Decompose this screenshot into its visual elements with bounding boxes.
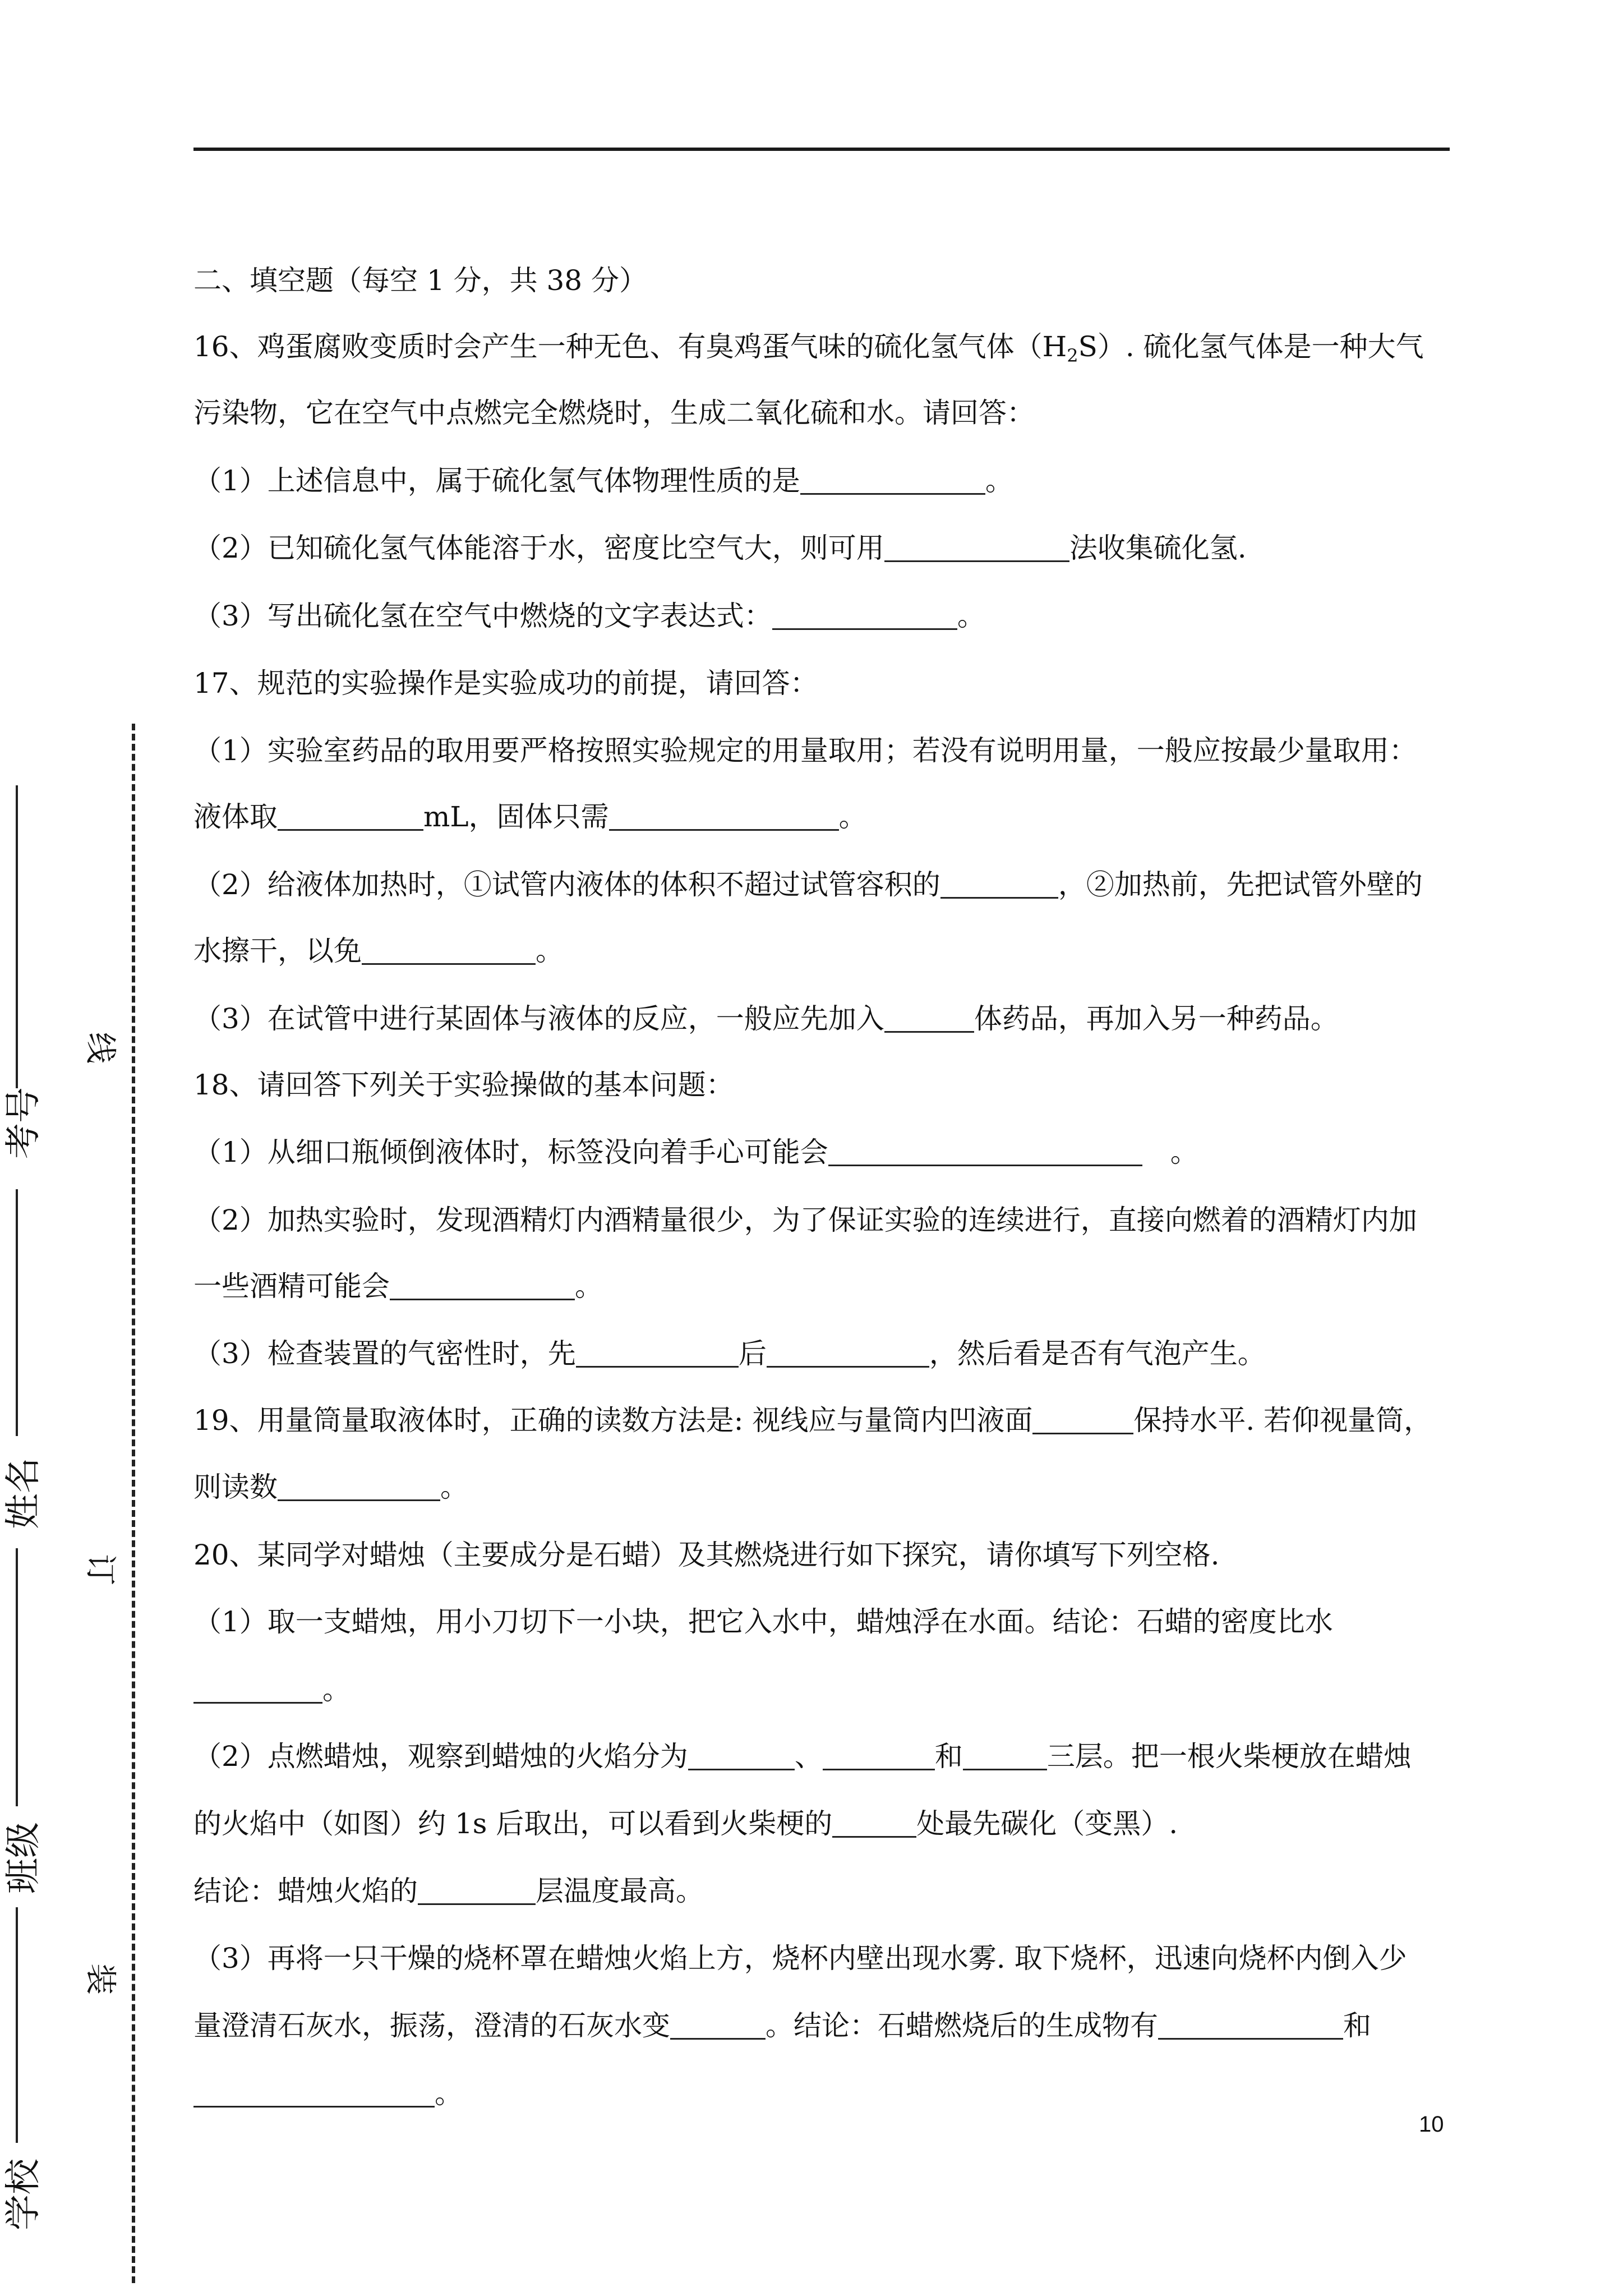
q18-part1 [193, 1135, 1198, 1169]
q17-part3-b: 体药品，再加入另一种药品。 [974, 1002, 1339, 1035]
q18-part1-a: （1）从细口瓶倾倒液体时，标签没向着手心可能会 [193, 1136, 828, 1168]
q16-part1-end: 。 [985, 464, 1013, 497]
answer-blank[interactable] [823, 1741, 935, 1770]
q20-part3-line1: （3）再将一只干燥的烧杯罩在蜡烛火焰上方，烧杯内壁出现水雾. 取下烧杯，迅速向烧杯内倒入少 [193, 1942, 1407, 1975]
q17-part2-b: ，②加热前，先把试管外壁的 [1058, 868, 1423, 901]
q20-part2-e: 的火焰中（如图）约 1s 后取出，可以看到火柴梗的 [193, 1807, 833, 1840]
answer-blank[interactable] [278, 1471, 440, 1501]
banji-label: 班级 [3, 1822, 44, 1894]
q20-part2-h: 层温度最高。 [536, 1875, 704, 1907]
q19-line1 [193, 1404, 1432, 1437]
answer-blank[interactable] [193, 2078, 435, 2108]
q18-part3-b: 后 [738, 1337, 767, 1370]
q19-a: 19、用量筒量取液体时，正确的读数方法是: 视线应与量筒内凹液面 [193, 1404, 1033, 1437]
q20-part2-f: 处最先碳化（变黑）. [916, 1807, 1178, 1840]
xingming-blank [16, 1189, 18, 1436]
q20-stem: 20、某同学对蜡烛（主要成分是石蜡）及其燃烧进行如下探究，请你填写下列空格. [193, 1539, 1220, 1571]
answer-blank[interactable] [963, 1741, 1047, 1770]
q16-part1 [193, 464, 1013, 498]
xuexiao-blank [16, 1907, 18, 2143]
binding-label-ding: 订 [82, 1554, 118, 1585]
q18-stem: 18、请回答下列关于实验操做的基本问题： [193, 1069, 734, 1101]
kaohao-label: 考号 [3, 1087, 44, 1159]
answer-blank[interactable] [362, 935, 536, 965]
q20-part1-line2 [193, 1673, 351, 1706]
q17-part1-b: 液体取 [193, 800, 278, 833]
binding-label-zhuang: 装 [82, 1963, 118, 1995]
q16-part3 [193, 599, 985, 633]
xuexiao-label: 学校 [3, 2159, 44, 2230]
q18-part3-c: ，然后看是否有气泡产生。 [929, 1337, 1266, 1370]
q16-part2 [193, 531, 1247, 565]
answer-blank[interactable] [1032, 1405, 1133, 1434]
q16-part3-end: 。 [957, 600, 985, 632]
header-rule [193, 148, 1450, 151]
answer-blank[interactable] [688, 1741, 795, 1770]
section-title: 二、填空题（每空 1 分，共 38 分） [193, 264, 648, 297]
q20-part2-d: 三层。把一根火柴梗放在蜡烛 [1046, 1740, 1412, 1773]
q20-part3-line3 [193, 2077, 463, 2110]
q17-part2-a: （2）给液体加热时，①试管内液体的体积不超过试管容积的 [193, 868, 940, 901]
q16-stem-line1 [193, 330, 1424, 364]
q17-part3-a: （3）在试管中进行某固体与液体的反应，一般应先加入 [193, 1002, 884, 1035]
answer-blank[interactable] [767, 1338, 929, 1368]
binding-dashed-line [132, 724, 135, 2283]
q17-part2-c: 水擦干，以免 [193, 935, 362, 967]
q19-c: 则读数 [193, 1471, 278, 1503]
q20-part3-e: 。 [435, 2077, 463, 2110]
q16-part3-text: （3）写出硫化氢在空气中燃烧的文字表达式： [193, 600, 772, 632]
q16-stem-a: 16、鸡蛋腐败变质时会产生一种无色、有臭鸡蛋气味的硫化氢气体（H [193, 330, 1067, 363]
q17-part2-line2 [193, 934, 564, 968]
q19-d: 。 [440, 1471, 468, 1503]
q20-part3-d: 和 [1343, 2009, 1371, 2042]
q17-part1-line1: （1）实验室药品的取用要严格按照实验规定的用量取用；若没有说明用量，一般应按最少量取用： [193, 734, 1417, 767]
answer-blank[interactable] [832, 1808, 916, 1838]
q16-part1-text: （1）上述信息中，属于硫化氢气体物理性质的是 [193, 464, 800, 497]
answer-blank[interactable] [278, 801, 423, 831]
answer-blank[interactable] [884, 532, 1069, 562]
q20-part3-line2 [193, 2009, 1371, 2042]
q18-part2-b: 一些酒精可能会 [193, 1270, 390, 1303]
q20-part3-b: 量澄清石灰水，振荡，澄清的石灰水变 [193, 2009, 670, 2042]
q16-stem-line2: 污染物，它在空气中点燃完全燃烧时，生成二氧化硫和水。请回答： [193, 397, 1035, 429]
page-number: 10 [1419, 2112, 1444, 2137]
q16-part2-end: 法收集硫化氢. [1069, 532, 1247, 564]
q18-part3 [193, 1337, 1266, 1370]
q19-line2 [193, 1470, 468, 1504]
binding-label-xian: 线 [82, 1032, 118, 1064]
q20-part2-a: （2）点燃蜡烛，观察到蜡烛的火焰分为 [193, 1740, 688, 1773]
banji-blank [16, 1548, 18, 1806]
q17-stem: 17、规范的实验操作是实验成功的前提，请回答： [193, 667, 818, 700]
xingming-label: 姓名 [3, 1457, 44, 1529]
q18-part2-line1: （2）加热实验时，发现酒精灯内酒精量很少，为了保证实验的连续进行，直接向燃着的酒精灯内加 [193, 1204, 1417, 1236]
q16-stem-b: S）. 硫化氢气体是一种大气 [1078, 330, 1424, 363]
q17-part1-line2 [193, 800, 867, 834]
q17-part1-d: 。 [838, 800, 867, 833]
q20-part1-line1: （1）取一支蜡烛，用小刀切下一小块，把它入水中，蜡烛浮在水面。结论：石蜡的密度比水 [193, 1605, 1333, 1638]
q17-part3 [193, 1002, 1339, 1036]
q18-part2-line2 [193, 1269, 603, 1303]
answer-blank[interactable] [193, 1674, 322, 1704]
answer-blank[interactable] [390, 1271, 575, 1300]
q17-part1-c: mL，固体只需 [423, 800, 609, 833]
answer-blank[interactable] [418, 1875, 536, 1905]
q20-conclusion [193, 1874, 704, 1908]
q20-part2-g: 结论：蜡烛火焰的 [193, 1875, 418, 1907]
q18-part3-a: （3）检查装置的气密性时，先 [193, 1337, 576, 1370]
answer-blank[interactable] [670, 2010, 766, 2040]
q20-part2-line1 [193, 1740, 1412, 1773]
q16-stem-subscript: 2 [1067, 345, 1078, 366]
q19-b: 保持水平. 若仰视量筒， [1133, 1404, 1432, 1437]
answer-blank[interactable] [576, 1338, 739, 1368]
answer-blank[interactable] [772, 600, 957, 630]
q18-part1-b: 。 [1142, 1136, 1198, 1168]
answer-blank[interactable] [940, 869, 1058, 899]
q16-part2-text: （2）已知硫化氢气体能溶于水，密度比空气大，则可用 [193, 532, 884, 564]
q20-part2-b: 、 [794, 1740, 823, 1773]
q17-part2-line1 [193, 868, 1423, 901]
q20-part2-c: 和 [934, 1740, 963, 1773]
q20-part2-line2 [193, 1807, 1178, 1841]
q17-part2-d: 。 [536, 935, 564, 967]
answer-blank[interactable] [609, 801, 839, 831]
answer-blank[interactable] [884, 1003, 974, 1033]
q20-part3-c: 。结论：石蜡燃烧后的生成物有 [766, 2009, 1158, 2042]
q20-part1-b: 。 [322, 1673, 351, 1706]
kaohao-blank [16, 785, 18, 1088]
answer-blank[interactable] [828, 1137, 1142, 1166]
q18-part2-c: 。 [575, 1270, 603, 1303]
answer-blank[interactable] [1158, 2010, 1343, 2040]
answer-blank[interactable] [800, 465, 985, 495]
